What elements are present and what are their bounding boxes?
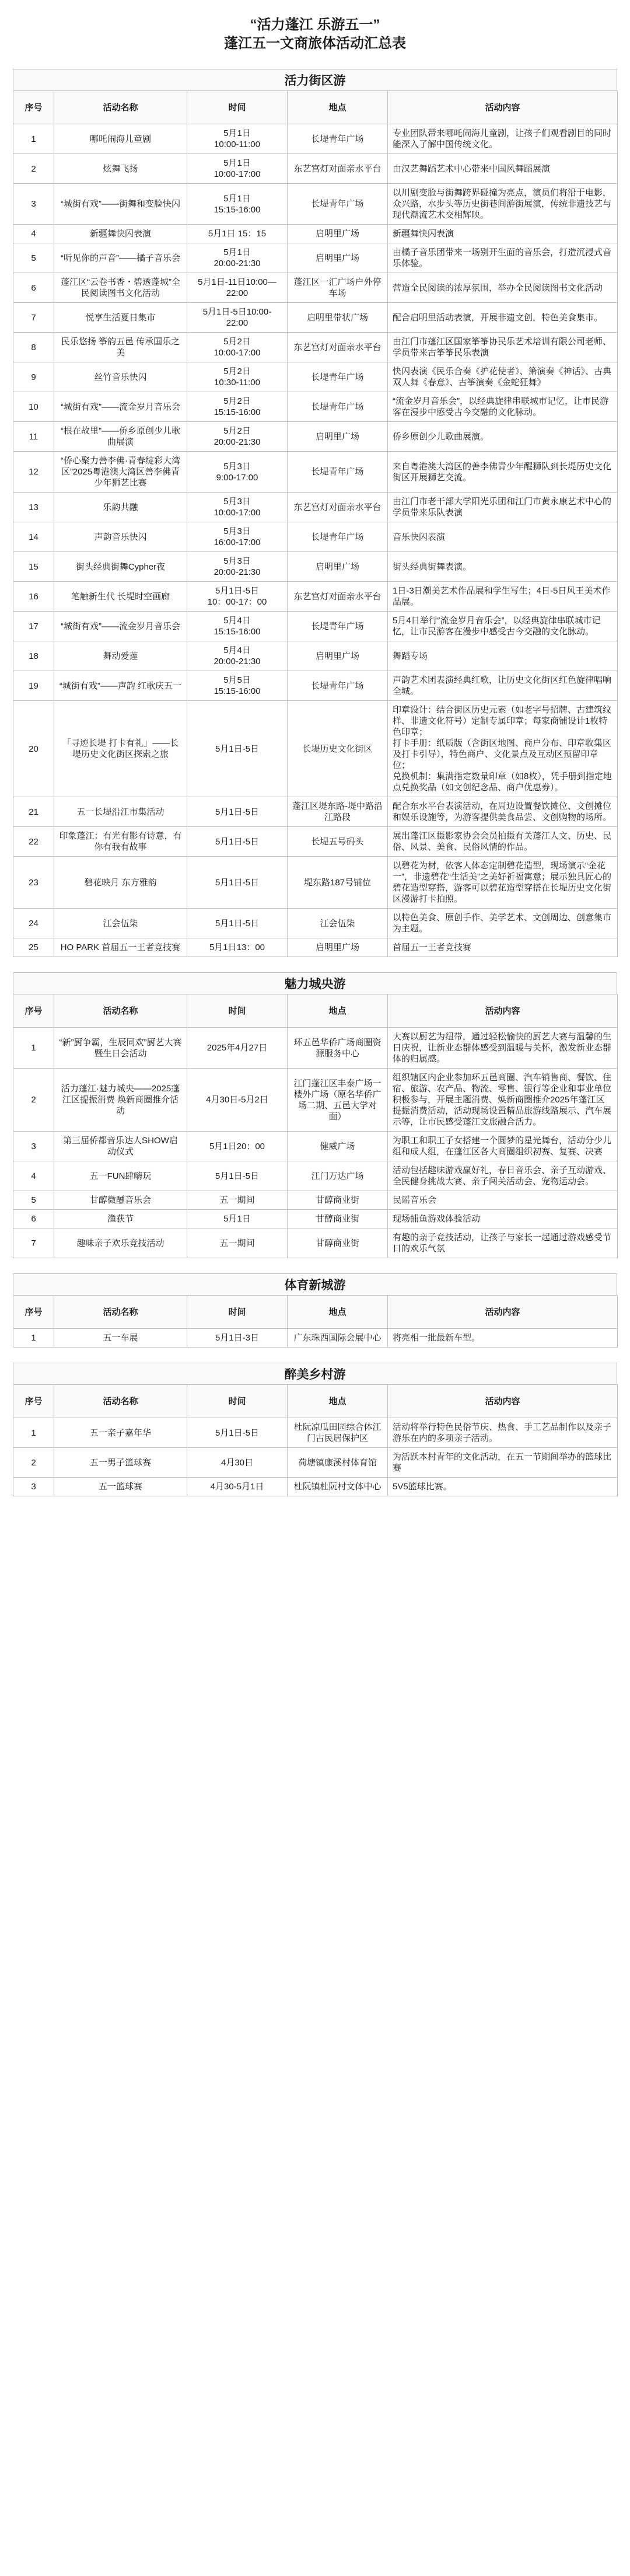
cell-content: “流金岁月音乐会”，以经典旋律串联城市记忆，让市民游客在漫步中感受古今交融的文化脉动。 xyxy=(388,392,618,422)
cell-place: 启明里广场 xyxy=(288,938,388,957)
cell-time: 5月1日20：00 xyxy=(187,1132,288,1161)
cell-content: 专业团队带来哪吒闹海儿童剧，让孩子们观看剧目的同时能深入了解中国传统文化。 xyxy=(388,124,618,154)
cell-time: 5月2日 20:00-21:30 xyxy=(187,422,288,452)
cell-no: 21 xyxy=(13,797,54,827)
cell-content: 由江门市老干部大学阳光乐团和江门市黄永康艺术中心的学员带来乐队表演 xyxy=(388,493,618,522)
table-row xyxy=(13,493,618,522)
cell-content: 以特色美食、原创手作、美学艺术、文创周边、创意集市为主题。 xyxy=(388,909,618,938)
cell-time: 5月3日 16:00-17:00 xyxy=(187,522,288,552)
cell-time: 5月1日 10:00-11:00 xyxy=(187,124,288,154)
cell-name: 声韵音乐快闪 xyxy=(54,522,187,552)
cell-no: 1 xyxy=(13,124,54,154)
section-title: 体育新城游 xyxy=(13,1273,617,1295)
cell-content: 首届五一王者竞技赛 xyxy=(388,938,618,957)
table-row xyxy=(13,225,618,243)
activity-table xyxy=(13,994,618,1258)
cell-place: 长堤青年广场 xyxy=(288,362,388,392)
table-row xyxy=(13,333,618,362)
cell-name: 「寻迹长堤 打卡有礼」——长堤历史文化街区探索之旅 xyxy=(54,701,187,797)
cell-name: 丝竹音乐快闪 xyxy=(54,362,187,392)
column-header-place: 地点 xyxy=(288,994,388,1028)
cell-place: 杜阮凉瓜田园综合体江门古民居保护区 xyxy=(288,1418,388,1448)
cell-place: 环五邑华侨广场商圈资源服务中心 xyxy=(288,1028,388,1069)
cell-time: 5月1日 xyxy=(187,1210,288,1228)
cell-content: 为活跃本村青年的文化活动，在五一节期间举办的篮球比赛 xyxy=(388,1448,618,1478)
cell-no: 17 xyxy=(13,612,54,641)
cell-content: 有趣的亲子竞技活动，让孩子与家长一起通过游戏感受节日的欢乐气氛 xyxy=(388,1228,618,1258)
cell-time: 5月1日 20:00-21:30 xyxy=(187,243,288,273)
cell-no: 7 xyxy=(13,1228,54,1258)
activity-table xyxy=(13,1295,618,1348)
cell-name: 新疆舞快闪表演 xyxy=(54,225,187,243)
cell-name: 舞动爱莲 xyxy=(54,641,187,671)
cell-no: 25 xyxy=(13,938,54,957)
cell-time: 5月1日-5日 xyxy=(187,857,288,909)
cell-place: 江门蓬江区丰泰广场一楼外广场（原名华侨广场二期、五邑大学对面） xyxy=(288,1069,388,1132)
column-header-content: 活动内容 xyxy=(388,994,618,1028)
cell-content: 侨乡原创少儿歌曲展演。 xyxy=(388,422,618,452)
cell-place: 甘醇商业街 xyxy=(288,1210,388,1228)
table-row xyxy=(13,303,618,333)
table-row xyxy=(13,243,618,273)
table-row xyxy=(13,184,618,225)
table-header-row xyxy=(13,1385,618,1418)
cell-no: 14 xyxy=(13,522,54,552)
cell-no: 11 xyxy=(13,422,54,452)
cell-no: 18 xyxy=(13,641,54,671)
cell-content: 新疆舞快闪表演 xyxy=(388,225,618,243)
cell-place: 长堤青年广场 xyxy=(288,452,388,493)
cell-time: 5月1日 15：15 xyxy=(187,225,288,243)
cell-place: 东艺宫灯对面亲水平台 xyxy=(288,154,388,184)
cell-content: 1日-3日潮美艺术作品展和学生写生；4日-5日风王美术作品展。 xyxy=(388,582,618,612)
column-header-place: 地点 xyxy=(288,1296,388,1329)
cell-name: 炫舞飞扬 xyxy=(54,154,187,184)
cell-name: 乐韵共融 xyxy=(54,493,187,522)
column-header-no: 序号 xyxy=(13,91,54,124)
table-row xyxy=(13,552,618,582)
cell-name: 活力蓬江·魅力城央——2025蓬江区提振消费 焕新商圈推介活动 xyxy=(54,1069,187,1132)
table-row xyxy=(13,124,618,154)
table-row xyxy=(13,1329,618,1348)
cell-no: 22 xyxy=(13,827,54,857)
cell-time: 5月3日 9:00-17:00 xyxy=(187,452,288,493)
cell-name: 悦享生活夏日集市 xyxy=(54,303,187,333)
sections-container xyxy=(0,69,630,1496)
cell-content: 活动包括趣味游戏赢好礼，春日音乐会、亲子互动游戏、全民健身挑战大赛、亲子闯关活动会、宠物运动会。 xyxy=(388,1161,618,1191)
cell-no: 2 xyxy=(13,1069,54,1132)
cell-name: “新”厨争霸，生辰同欢”厨艺大赛暨生日会活动 xyxy=(54,1028,187,1069)
cell-no: 4 xyxy=(13,1161,54,1191)
cell-content: 舞蹈专场 xyxy=(388,641,618,671)
cell-content: 将亮相一批最新车型。 xyxy=(388,1329,618,1348)
table-row xyxy=(13,1132,618,1161)
column-header-time: 时间 xyxy=(187,994,288,1028)
cell-time: 5月1日-5日 xyxy=(187,701,288,797)
table-row xyxy=(13,909,618,938)
cell-no: 23 xyxy=(13,857,54,909)
cell-place: 甘醇商业街 xyxy=(288,1228,388,1258)
cell-place: 荷塘镇康溪村体育馆 xyxy=(288,1448,388,1478)
cell-name: “侨心聚力善李佛·青春绽彩大湾区”2025粤港澳大湾区善李佛青少年狮艺比赛 xyxy=(54,452,187,493)
cell-content: 来自粤港澳大湾区的善李佛青少年醒狮队到长堤历史文化街区开展狮艺交流。 xyxy=(388,452,618,493)
cell-time: 5月1日-5日 xyxy=(187,827,288,857)
cell-content: 配合启明里活动表演，开展非遗文创，特色美食集市。 xyxy=(388,303,618,333)
section-title: 魅力城央游 xyxy=(13,972,617,994)
table-row xyxy=(13,582,618,612)
cell-no: 15 xyxy=(13,552,54,582)
cell-time: 五一期间 xyxy=(187,1228,288,1258)
cell-place: 江门万达广场 xyxy=(288,1161,388,1191)
cell-content: 为职工和职工子女搭建一个圆梦的星光舞台，活动分少儿组和成人组，在蓬江区各大商圈组织初赛、复赛、决赛 xyxy=(388,1132,618,1161)
cell-name: 第三届侨都音乐达人SHOW启动仪式 xyxy=(54,1132,187,1161)
cell-content: 街头经典街舞表演。 xyxy=(388,552,618,582)
cell-content: 营造全民阅读的浓厚氛围，举办全民阅读图书文化活动 xyxy=(388,273,618,303)
cell-place: 长堤青年广场 xyxy=(288,671,388,701)
cell-place: 启明里广场 xyxy=(288,243,388,273)
section-title: 醉美乡村游 xyxy=(13,1363,617,1384)
column-header-name: 活动名称 xyxy=(54,1385,187,1418)
table-row xyxy=(13,1028,618,1069)
cell-place: 蓬江区堤东路-堤中路沿江路段 xyxy=(288,797,388,827)
table-row xyxy=(13,938,618,957)
cell-content: 由汉艺舞蹈艺术中心带来中国风舞蹈展演 xyxy=(388,154,618,184)
table-row xyxy=(13,641,618,671)
cell-place: 江会伍柒 xyxy=(288,909,388,938)
column-header-time: 时间 xyxy=(187,1296,288,1329)
activity-table xyxy=(13,90,618,957)
cell-place: 长堤青年广场 xyxy=(288,124,388,154)
table-header-row xyxy=(13,1296,618,1329)
cell-place: 长堤青年广场 xyxy=(288,612,388,641)
cell-name: 哪吒闹海儿童剧 xyxy=(54,124,187,154)
cell-no: 8 xyxy=(13,333,54,362)
column-header-content: 活动内容 xyxy=(388,1296,618,1329)
cell-time: 5月1日-11日10:00—22:00 xyxy=(187,273,288,303)
cell-name: 五一FUN肆嗨玩 xyxy=(54,1161,187,1191)
cell-no: 12 xyxy=(13,452,54,493)
cell-no: 1 xyxy=(13,1028,54,1069)
cell-name: 甘醇微醺音乐会 xyxy=(54,1191,187,1210)
cell-place: 长堤青年广场 xyxy=(288,392,388,422)
table-row xyxy=(13,1418,618,1448)
cell-time: 5月1日 10:00-17:00 xyxy=(187,154,288,184)
table-row xyxy=(13,154,618,184)
table-row xyxy=(13,1161,618,1191)
cell-place: 长堤青年广场 xyxy=(288,522,388,552)
cell-name: 民乐悠扬 筝韵五邑 传承国乐之美 xyxy=(54,333,187,362)
cell-no: 9 xyxy=(13,362,54,392)
column-header-content: 活动内容 xyxy=(388,1385,618,1418)
cell-name: 印象蓬江：有光有影有诗意，有你有我有故事 xyxy=(54,827,187,857)
cell-place: 甘醇商业街 xyxy=(288,1191,388,1210)
cell-place: 东艺宫灯对面亲水平台 xyxy=(288,582,388,612)
cell-no: 4 xyxy=(13,225,54,243)
cell-place: 长堤五号码头 xyxy=(288,827,388,857)
cell-content: 现场捕鱼游戏体验活动 xyxy=(388,1210,618,1228)
cell-time: 5月1日13：00 xyxy=(187,938,288,957)
table-row xyxy=(13,827,618,857)
cell-place: 广东珠西国际会展中心 xyxy=(288,1329,388,1348)
cell-place: 东艺宫灯对面亲水平台 xyxy=(288,333,388,362)
table-row xyxy=(13,1228,618,1258)
cell-place: 蓬江区一汇广场户外停车场 xyxy=(288,273,388,303)
cell-time: 2025年4月27日 xyxy=(187,1028,288,1069)
cell-content: 5V5篮球比赛。 xyxy=(388,1478,618,1496)
cell-name: 笔触新生代 长堤时空画廊 xyxy=(54,582,187,612)
cell-content: 活动将举行特色民俗节庆、热食、手工艺品制作以及亲子游乐在内的多项亲子活动。 xyxy=(388,1418,618,1448)
table-header-row xyxy=(13,994,618,1028)
table-row xyxy=(13,612,618,641)
cell-content: 大赛以厨艺为纽带，通过轻松愉快的厨艺大赛与温馨的生日庆祝，让新业态群体感受到温暖与关怀，激发新业态群体的归属感。 xyxy=(388,1028,618,1069)
cell-place: 启明里带状广场 xyxy=(288,303,388,333)
column-header-no: 序号 xyxy=(13,994,54,1028)
cell-name: “听见你的声音”——橘子音乐会 xyxy=(54,243,187,273)
cell-no: 7 xyxy=(13,303,54,333)
cell-place: 长堤青年广场 xyxy=(288,184,388,225)
cell-no: 10 xyxy=(13,392,54,422)
cell-time: 5月2日 10:30-11:00 xyxy=(187,362,288,392)
column-header-name: 活动名称 xyxy=(54,1296,187,1329)
table-row xyxy=(13,701,618,797)
cell-time: 五一期间 xyxy=(187,1191,288,1210)
cell-time: 5月4日 15:15-16:00 xyxy=(187,612,288,641)
activity-table xyxy=(13,1384,618,1496)
cell-time: 5月5日 15:15-16:00 xyxy=(187,671,288,701)
cell-time: 5月3日 10:00-17:00 xyxy=(187,493,288,522)
table-row xyxy=(13,452,618,493)
cell-content: 由橘子音乐团带来一场别开生面的音乐会，打造沉浸式音乐体验。 xyxy=(388,243,618,273)
column-header-place: 地点 xyxy=(288,1385,388,1418)
cell-no: 5 xyxy=(13,243,54,273)
cell-time: 5月4日 20:00-21:30 xyxy=(187,641,288,671)
table-row xyxy=(13,522,618,552)
cell-no: 5 xyxy=(13,1191,54,1210)
cell-time: 5月1日-5日 xyxy=(187,1161,288,1191)
cell-place: 启明里广场 xyxy=(288,225,388,243)
cell-name: 街头经典街舞Cypher夜 xyxy=(54,552,187,582)
cell-no: 20 xyxy=(13,701,54,797)
column-header-name: 活动名称 xyxy=(54,994,187,1028)
cell-name: 趣味亲子欢乐竞技活动 xyxy=(54,1228,187,1258)
cell-content: 以碧花为材，依客人体态定制碧花造型，现场演示“金花一”，非遗碧花“生活美”之美好祈福寓意；展示独具匠心的碧花造型穿搭，游客可以碧花造型穿搭在长堤历史文化街区漫游打卡拍照。 xyxy=(388,857,618,909)
cell-no: 3 xyxy=(13,184,54,225)
table-row xyxy=(13,1210,618,1228)
cell-no: 1 xyxy=(13,1418,54,1448)
cell-no: 13 xyxy=(13,493,54,522)
cell-place: 启明里广场 xyxy=(288,422,388,452)
cell-name: HO PARK 首届五一王者竞技赛 xyxy=(54,938,187,957)
cell-name: 蓬江区“云卷书香・碧透蓬城”全民阅读图书文化活动 xyxy=(54,273,187,303)
cell-time: 5月1日-5日 xyxy=(187,797,288,827)
cell-name: “城街有戏”——街舞和变脸快闪 xyxy=(54,184,187,225)
cell-time: 4月30-5月1日 xyxy=(187,1478,288,1496)
table-row xyxy=(13,392,618,422)
cell-place: 长堤历史文化街区 xyxy=(288,701,388,797)
table-row xyxy=(13,857,618,909)
column-header-content: 活动内容 xyxy=(388,91,618,124)
cell-name: “根在故里”——侨乡原创少儿歌曲展演 xyxy=(54,422,187,452)
cell-content: 5月4日举行“流金岁月音乐会”，以经典旋律串联城市记忆，让市民游客在漫步中感受古今交融的文化脉动。 xyxy=(388,612,618,641)
table-row xyxy=(13,1191,618,1210)
cell-name: 五一长堤沿江市集活动 xyxy=(54,797,187,827)
cell-name: 五一篮球赛 xyxy=(54,1478,187,1496)
cell-name: 江会伍柒 xyxy=(54,909,187,938)
column-header-time: 时间 xyxy=(187,91,288,124)
table-row xyxy=(13,1448,618,1478)
cell-no: 24 xyxy=(13,909,54,938)
table-header-row xyxy=(13,91,618,124)
table-row xyxy=(13,273,618,303)
column-header-name: 活动名称 xyxy=(54,91,187,124)
cell-content: 声韵艺术团表演经典红歌，让历史文化街区红色旋律唱响全城。 xyxy=(388,671,618,701)
cell-time: 4月30日-5月2日 xyxy=(187,1069,288,1132)
table-row xyxy=(13,671,618,701)
table-row xyxy=(13,422,618,452)
cell-time: 5月1日-5日 10：00-17：00 xyxy=(187,582,288,612)
title-line-2: 蓬江五一文商旅体活动汇总表 xyxy=(224,36,406,51)
cell-name: “城街有戏”——流金岁月音乐会 xyxy=(54,392,187,422)
cell-no: 19 xyxy=(13,671,54,701)
cell-no: 3 xyxy=(13,1478,54,1496)
cell-content: 民谣音乐会 xyxy=(388,1191,618,1210)
cell-content: 展出蓬江区摄影家协会会员拍摄有关蓬江人文、历史、民俗、风景、美食、民俗风情的作品。 xyxy=(388,827,618,857)
cell-place: 堤东路187号铺位 xyxy=(288,857,388,909)
cell-no: 1 xyxy=(13,1329,54,1348)
cell-time: 5月2日 10:00-17:00 xyxy=(187,333,288,362)
cell-place: 东艺宫灯对面亲水平台 xyxy=(288,493,388,522)
table-row xyxy=(13,1069,618,1132)
cell-name: 五一亲子嘉年华 xyxy=(54,1418,187,1448)
cell-place: 启明里广场 xyxy=(288,552,388,582)
cell-place: 启明里广场 xyxy=(288,641,388,671)
cell-content: 音乐快闪表演 xyxy=(388,522,618,552)
cell-content: 配合东水平台表演活动，在周边设置餐饮摊位、文创摊位和娱乐设施等，为游客提供美食品尝、文创购物的场所。 xyxy=(388,797,618,827)
column-header-no: 序号 xyxy=(13,1296,54,1329)
section-title: 活力街区游 xyxy=(13,69,617,90)
cell-time: 5月1日-5日10:00-22:00 xyxy=(187,303,288,333)
column-header-time: 时间 xyxy=(187,1385,288,1418)
cell-name: 渔获节 xyxy=(54,1210,187,1228)
cell-place: 健威广场 xyxy=(288,1132,388,1161)
cell-time: 5月1日-5日 xyxy=(187,1418,288,1448)
cell-name: 五一男子篮球赛 xyxy=(54,1448,187,1478)
cell-no: 6 xyxy=(13,273,54,303)
cell-no: 3 xyxy=(13,1132,54,1161)
cell-time: 5月2日 15:15-16:00 xyxy=(187,392,288,422)
cell-content: 印章设计：结合街区历史元素（如老字号招牌、古建筑纹样、非遗文化符号）定制专属印章；每家商铺设计1枚特色印章； 打卡手册：纸质版（含街区地图、商户分布、印章收集区及打卡引导），特色商户、文化景点及互动区预留印章位； 兑换机制：集满指定数量印章（如8枚），凭手册到指定地点兑换奖品（如文创纪念品、商户优惠券）。 xyxy=(388,701,618,797)
cell-content: 快闪表演《民乐合奏《护花使者》、箫演奏《神话》、古典双人舞《春意》、古筝演奏《金蛇狂舞》 xyxy=(388,362,618,392)
column-header-no: 序号 xyxy=(13,1385,54,1418)
document-title xyxy=(0,0,630,69)
section-gap xyxy=(0,1348,630,1363)
table-row xyxy=(13,1478,618,1496)
cell-time: 5月3日 20:00-21:30 xyxy=(187,552,288,582)
cell-name: “城街有戏”——流金岁月音乐会 xyxy=(54,612,187,641)
cell-content: 以川剧变脸与街舞跨界碰撞为亮点，演员们将沿于电影，众兴路，水步头等历史街巷间游街展演，传统非遗技艺与现代潮流艺术交相辉映。 xyxy=(388,184,618,225)
cell-name: 碧花映月 东方雅韵 xyxy=(54,857,187,909)
cell-name: 五一车展 xyxy=(54,1329,187,1348)
section-gap xyxy=(0,1258,630,1273)
cell-time: 5月1日 15:15-16:00 xyxy=(187,184,288,225)
cell-content: 由江门市蓬江区国家筝筝协民乐艺术培训有限公司老师、学员带来古筝筝民乐表演 xyxy=(388,333,618,362)
table-row xyxy=(13,797,618,827)
column-header-place: 地点 xyxy=(288,91,388,124)
title-line-1: “活力蓬江 乐游五一” xyxy=(250,17,380,33)
cell-no: 2 xyxy=(13,1448,54,1478)
cell-time: 5月1日-3日 xyxy=(187,1329,288,1348)
cell-place: 杜阮镇杜阮村文体中心 xyxy=(288,1478,388,1496)
cell-name: “城街有戏”——声韵 红歌庆五一 xyxy=(54,671,187,701)
cell-no: 6 xyxy=(13,1210,54,1228)
cell-no: 16 xyxy=(13,582,54,612)
cell-no: 2 xyxy=(13,154,54,184)
section-gap xyxy=(0,957,630,972)
table-row xyxy=(13,362,618,392)
cell-time: 5月1日-5日 xyxy=(187,909,288,938)
cell-content: 组织辖区内企业参加环五邑商圈、汽车销售商、餐饮、住宿、旅游、农产品、物流、零售、银行等企业和事业单位积极参与，开展主题消费、焕新商圈推介2025年蓬江区提振消费活动，活动现场设置精品旅游线路展示、汽车展示等，让市民感受蓬江文旅融合活力。 xyxy=(388,1069,618,1132)
cell-time: 4月30日 xyxy=(187,1448,288,1478)
